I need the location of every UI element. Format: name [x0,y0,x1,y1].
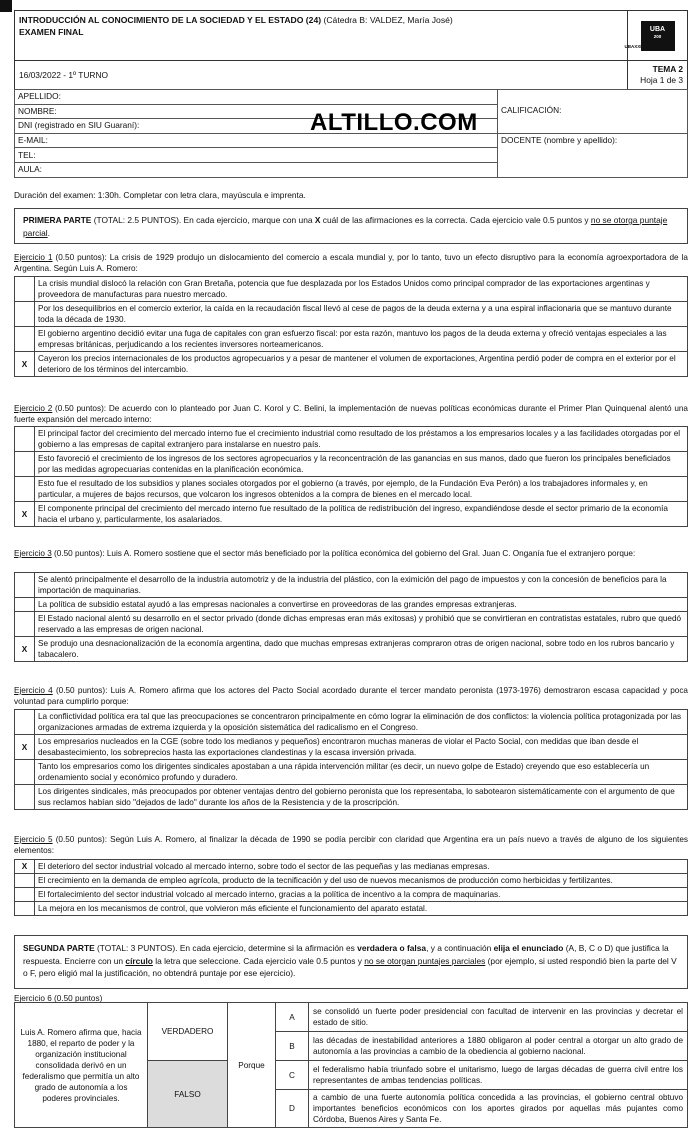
tema-cell [628,61,688,90]
option-text: Los dirigentes sindicales, más preocupados por obtener ventajas dentro del gobierno peronista que los representaba, lo sabotearon sistemáticamente con el argumento de que sus reclamos habían sido "dejados de lado" durante los años de la Resistencia y de la proscripción. [35,785,688,810]
exam-type: EXAMEN FINAL [19,27,84,37]
option-text: El deterioro del sector industrial volcado al mercado interno, sobre todo el sector de las pequeñas y las medianas empresas. [35,860,688,874]
date-cell [15,61,628,90]
field-docente[interactable]: DOCENTE (nombre y apellido): [498,133,688,177]
answer-box[interactable] [15,612,35,637]
exercise-2-option-c[interactable] [15,477,688,502]
letter-c[interactable]: C [276,1061,309,1090]
corner-mark [0,0,12,12]
exam-header [14,10,688,90]
exercise-2-option-a[interactable] [15,427,688,452]
option-text: Esto favoreció el crecimiento de los ingresos de los sectores agropecuarios y la reconcentración de las ganancias en sus manos, dado que fueron los principales beneficiados por las medidas agropecuarias contenidas en la planificación económica. [35,452,688,477]
part1-instructions: PRIMERA PARTE (TOTAL: 2.5 PUNTOS). En cada ejercicio, marque con una X cuál de las afirmaciones es la correcta. Cada ejercicio vale 0.5 puntos y no se otorga puntaje parcial. [14,208,688,244]
option-text: El crecimiento en la demanda de empleo agrícola, producto de la tecnificación y del uso de nuevos mecanismos de producción como herbicidas y fertilizantes. [35,874,688,888]
exercise-1-option-c[interactable] [15,327,688,352]
answer-box[interactable] [15,302,35,327]
option-text: El componente principal del crecimiento del mercado interno fue resultado de la política de redistribución del ingreso, expandiéndose desde el sector primario de la economía hacia el urbano y, particularmente, los asalariados. [35,502,688,527]
exercise-5-option-a[interactable] [15,860,688,874]
catedra: (Cátedra B: VALDEZ, María José) [323,15,453,25]
answer-box[interactable] [15,874,35,888]
field-email[interactable]: E-MAIL: [15,133,498,148]
exercise-5-options [14,859,688,916]
exercise-6-prompt: Ejercicio 6 (0.50 puntos) [14,994,103,1003]
exercise-3-option-a[interactable] [15,573,688,598]
answer-box[interactable] [15,760,35,785]
exercise-3-option-b[interactable] [15,598,688,612]
answer-box[interactable]: X [15,352,35,377]
field-calificacion[interactable]: CALIFICACIÓN: [498,90,688,134]
answer-box[interactable] [15,785,35,810]
field-dni[interactable]: DNI (registrado en SIU Guaraní): [15,119,498,134]
answer-box[interactable] [15,327,35,352]
option-text: Por los desequilibrios en el comercio exterior, la caída en la recaudación fiscal llevó al cese de pagos de la deuda externa y a una espiral inflacionaria que se mantuvo durante toda la década de 1930. [35,302,688,327]
option-text: La conflictividad política era tal que las preocupaciones se concentraron principalmente en cómo lograr la eliminación de dos conflictos: la violencia política protagonizada por las organizaciones armadas de extrema izquierda y la oposición sistemática del radicalismo en el Congreso. [35,710,688,735]
option-text: La política de subsidio estatal ayudó a las empresas nacionales a convertirse en proveedoras de las grandes empresas extranjeras. [35,598,688,612]
answer-box[interactable]: X [15,637,35,662]
exercise-2-options [14,426,688,527]
option-text: Tanto los empresarios como los dirigentes sindicales apostaban a una rápida intervención militar (es decir, un nuevo golpe de Estado) creyendo que eso establecería un ordenamiento social y económico profundo y duradero. [35,760,688,785]
exercise-2-option-b[interactable] [15,452,688,477]
answer-box[interactable] [15,888,35,902]
exercise-4-options [14,709,688,810]
exercise-4-option-c[interactable] [15,760,688,785]
letter-a[interactable]: A [276,1003,309,1032]
exercise-2-option-d[interactable] [15,502,688,527]
course-title: INTRODUCCIÓN AL CONOCIMIENTO DE LA SOCIEDAD Y EL ESTADO (24) [19,15,322,25]
option-text: Esto fue el resultado de los subsidios y planes sociales otorgados por el gobierno (a través, por ejemplo, de la Fundación Eva Perón) a los trabajadores informales y, en particular, a mujeres de bajos recursos, que volcaron los ingresos obtenidos a la compra de bienes en el mercado local. [35,477,688,502]
letter-d[interactable]: D [276,1090,309,1128]
justification-b: las décadas de inestabilidad anteriores a 1880 obligaron al poder central a otorgar un alto grado de autonomía a las provincias a cambio de la obediencia al gobierno nacional. [309,1032,688,1061]
exercise-3-option-c[interactable] [15,612,688,637]
exercise-1-option-b[interactable] [15,302,688,327]
answer-box[interactable] [15,902,35,916]
answer-box[interactable] [15,277,35,302]
part1-title: PRIMERA PARTE [23,215,92,225]
exercise-6-statement: Luis A. Romero afirma que, hacia 1880, el reparto de poder y la organización institucional consolidada derivó en un federalismo que permitía un alto grado de autonomía a los poderes provinciales. [15,1003,148,1128]
answer-box[interactable] [15,452,35,477]
exercise-1-option-d[interactable] [15,352,688,377]
exercise-6-table [14,1002,688,1128]
exercise-1-options [14,276,688,377]
exercise-5-option-c[interactable] [15,888,688,902]
field-apellido[interactable]: APELLIDO: [15,90,498,105]
option-text: La mejora en los mecanismos de control, que volvieron más eficiente el funcionamiento del aparato estatal. [35,902,688,916]
option-text: La crisis mundial dislocó la relación con Gran Bretaña, potencia que fue desplazada por los Estados Unidos como principal comprador de las exportaciones argentinas y proveedora de manufacturas para nuestro mercado. [35,277,688,302]
exam-title-cell [15,11,628,61]
exercise-4-prompt: Ejercicio 4 (0.50 puntos): Luis A. Romero afirma que los actores del Pacto Social acordado durante el tercer mandato peronista (1973-1976) demostraron escasa capacidad y poca voluntad para cumplirlo porque: [14,686,688,706]
uba-logo: UBA 200 UBAXXI [641,21,675,51]
exercise-5-option-b[interactable] [15,874,688,888]
exercise-4-option-a[interactable] [15,710,688,735]
answer-box[interactable] [15,427,35,452]
exercise-1-option-a[interactable] [15,277,688,302]
exercise-5-option-d[interactable] [15,902,688,916]
exercise-3-prompt: Ejercicio 3 (0.50 puntos): Luis A. Romero sostiene que el sector más beneficiado por la política económica del gobierno del Gral. Juan C. Onganía fue el extranjero porque: [14,549,636,558]
option-text: Los empresarios nucleados en la CGE (sobre todo los medianos y pequeños) encontraron muchas maneras de violar el Pacto Social, con medidas que iban desde el desabastecimiento, los sobreprecios hasta las exportaciones clandestinas y la escasa inversión privada. [35,735,688,760]
field-tel[interactable]: TEL: [15,148,498,163]
exercise-3-options [14,572,688,662]
option-text: Se alentó principalmente el desarrollo de la industria automotriz y de la industria del plástico, con la eximición del pago de impuestos y con la concesión de beneficios para la importación de maquinarias. [35,573,688,598]
justification-d: a cambio de una fuerte autonomía política concedida a las provincias, el gobierno central obtuvo importantes beneficios económicos con los aportes girados por aquellas más pujantes como Córdoba, Buenos Aires y Santa Fe. [309,1090,688,1128]
field-aula[interactable]: AULA: [15,162,498,177]
logo-cell [624,11,688,61]
justification-a: se consolidó un fuerte poder presidencial con facultad de intervenir en las provincias y decretar el estado de sitio. [309,1003,688,1032]
watermark: ALTILLO.COM [310,109,478,136]
porque-label: Porque [228,1003,276,1128]
option-text: El Estado nacional alentó su desarrollo en el sector privado (donde dichas empresas eran más exitosas) y prohibió que se convirtieran en contratistas estatales, rubro que quedó reservado a las empresas de origen nacional. [35,612,688,637]
part2-instructions: SEGUNDA PARTE (TOTAL: 3 PUNTOS). En cada ejercicio, determine si la afirmación es verdadera o falsa, y a continuación elija el enunciado (A, B, C o D) que justifica la respuesta. Encierre con un círculo la letra que seleccione. Cada ejercicio vale 0.5 puntos y no se otorgan puntajes parciales (por ejemplo, si usted respondió bien la parte del V o F, pero eligió mal la justificación, no obtendrá puntaje por ese ejercicio). [14,935,688,989]
answer-box[interactable]: X [15,860,35,874]
verdadero-option[interactable]: VERDADERO [148,1003,228,1061]
option-text: El gobierno argentino decidió evitar una fuga de capitales con gran esfuerzo fiscal: por esta razón, mantuvo los pagos de la deuda externa y ofreció ventajas especiales a las empresas británicas, perjudicando a los recientes inversores norteamericanos. [35,327,688,352]
part2-title: SEGUNDA PARTE [23,943,95,953]
answer-box[interactable] [15,477,35,502]
option-text: Cayeron los precios internacionales de los productos agropecuarios y a pesar de mantener el volumen de exportaciones, Argentina perdió poder de compra en el exterior por el deterioro de los términos del intercambio. [35,352,688,377]
answer-box[interactable]: X [15,735,35,760]
exam-duration: Duración del examen: 1:30h. Completar con letra clara, mayúscula e imprenta. [14,190,306,200]
falso-option[interactable]: FALSO [148,1061,228,1128]
exam-date: 16/03/2022 - 1º TURNO [19,70,109,80]
option-text: El fortalecimiento del sector industrial volcado al mercado interno, gracias a la política de incentivo a la compra de maquinarias. [35,888,688,902]
option-text: Se produjo una desnacionalización de la economía argentina, dado que muchas empresas extranjeras compraron otras de origen nacional, sobre todo en los rubros bancario y tabacalero. [35,637,688,662]
exam-title [19,14,623,26]
answer-box[interactable] [15,598,35,612]
exercise-4-option-b[interactable] [15,735,688,760]
option-text: El principal factor del crecimiento del mercado interno fue el crecimiento industrial como resultado de los préstamos a los empresarios locales y a las facilidades otorgadas por el gobierno a las empresas de capital extranjero para instalarse en nuestro país. [35,427,688,452]
exercise-1-prompt: Ejercicio 1 (0.50 puntos): La crisis de 1929 produjo un dislocamiento del comercio a escala mundial y, por lo tanto, tuvo un efecto disruptivo para la economía agroexportadora de la Argentina. Según Luis A. Romero: [14,253,688,273]
justification-c: el federalismo había triunfado sobre el unitarismo, luego de largas décadas de guerra civil entre los representantes de ambas tendencias políticas. [309,1061,688,1090]
exercise-5-prompt: Ejercicio 5 (0.50 puntos): Según Luis A. Romero, al finalizar la década de 1990 se podía percibir con claridad que Argentina era un país nuevo a través de alguno de los siguientes elementos: [14,835,688,855]
answer-box[interactable]: X [15,502,35,527]
exercise-4-option-d[interactable] [15,785,688,810]
field-nombre[interactable]: NOMBRE: [15,104,498,119]
answer-box[interactable] [15,710,35,735]
exercise-2-prompt: Ejercicio 2 (0.50 puntos): De acuerdo con lo planteado por Juan C. Korol y C. Belini, la implementación de nuevas políticas económicas durante el Primer Plan Quinquenal alentó una fuerte expansión del mercado interno: [14,404,688,424]
answer-box[interactable] [15,573,35,598]
letter-b[interactable]: B [276,1032,309,1061]
exercise-3-option-d[interactable] [15,637,688,662]
page-number: Hoja 1 de 3 [640,75,683,85]
tema-label: TEMA 2 [652,64,683,74]
